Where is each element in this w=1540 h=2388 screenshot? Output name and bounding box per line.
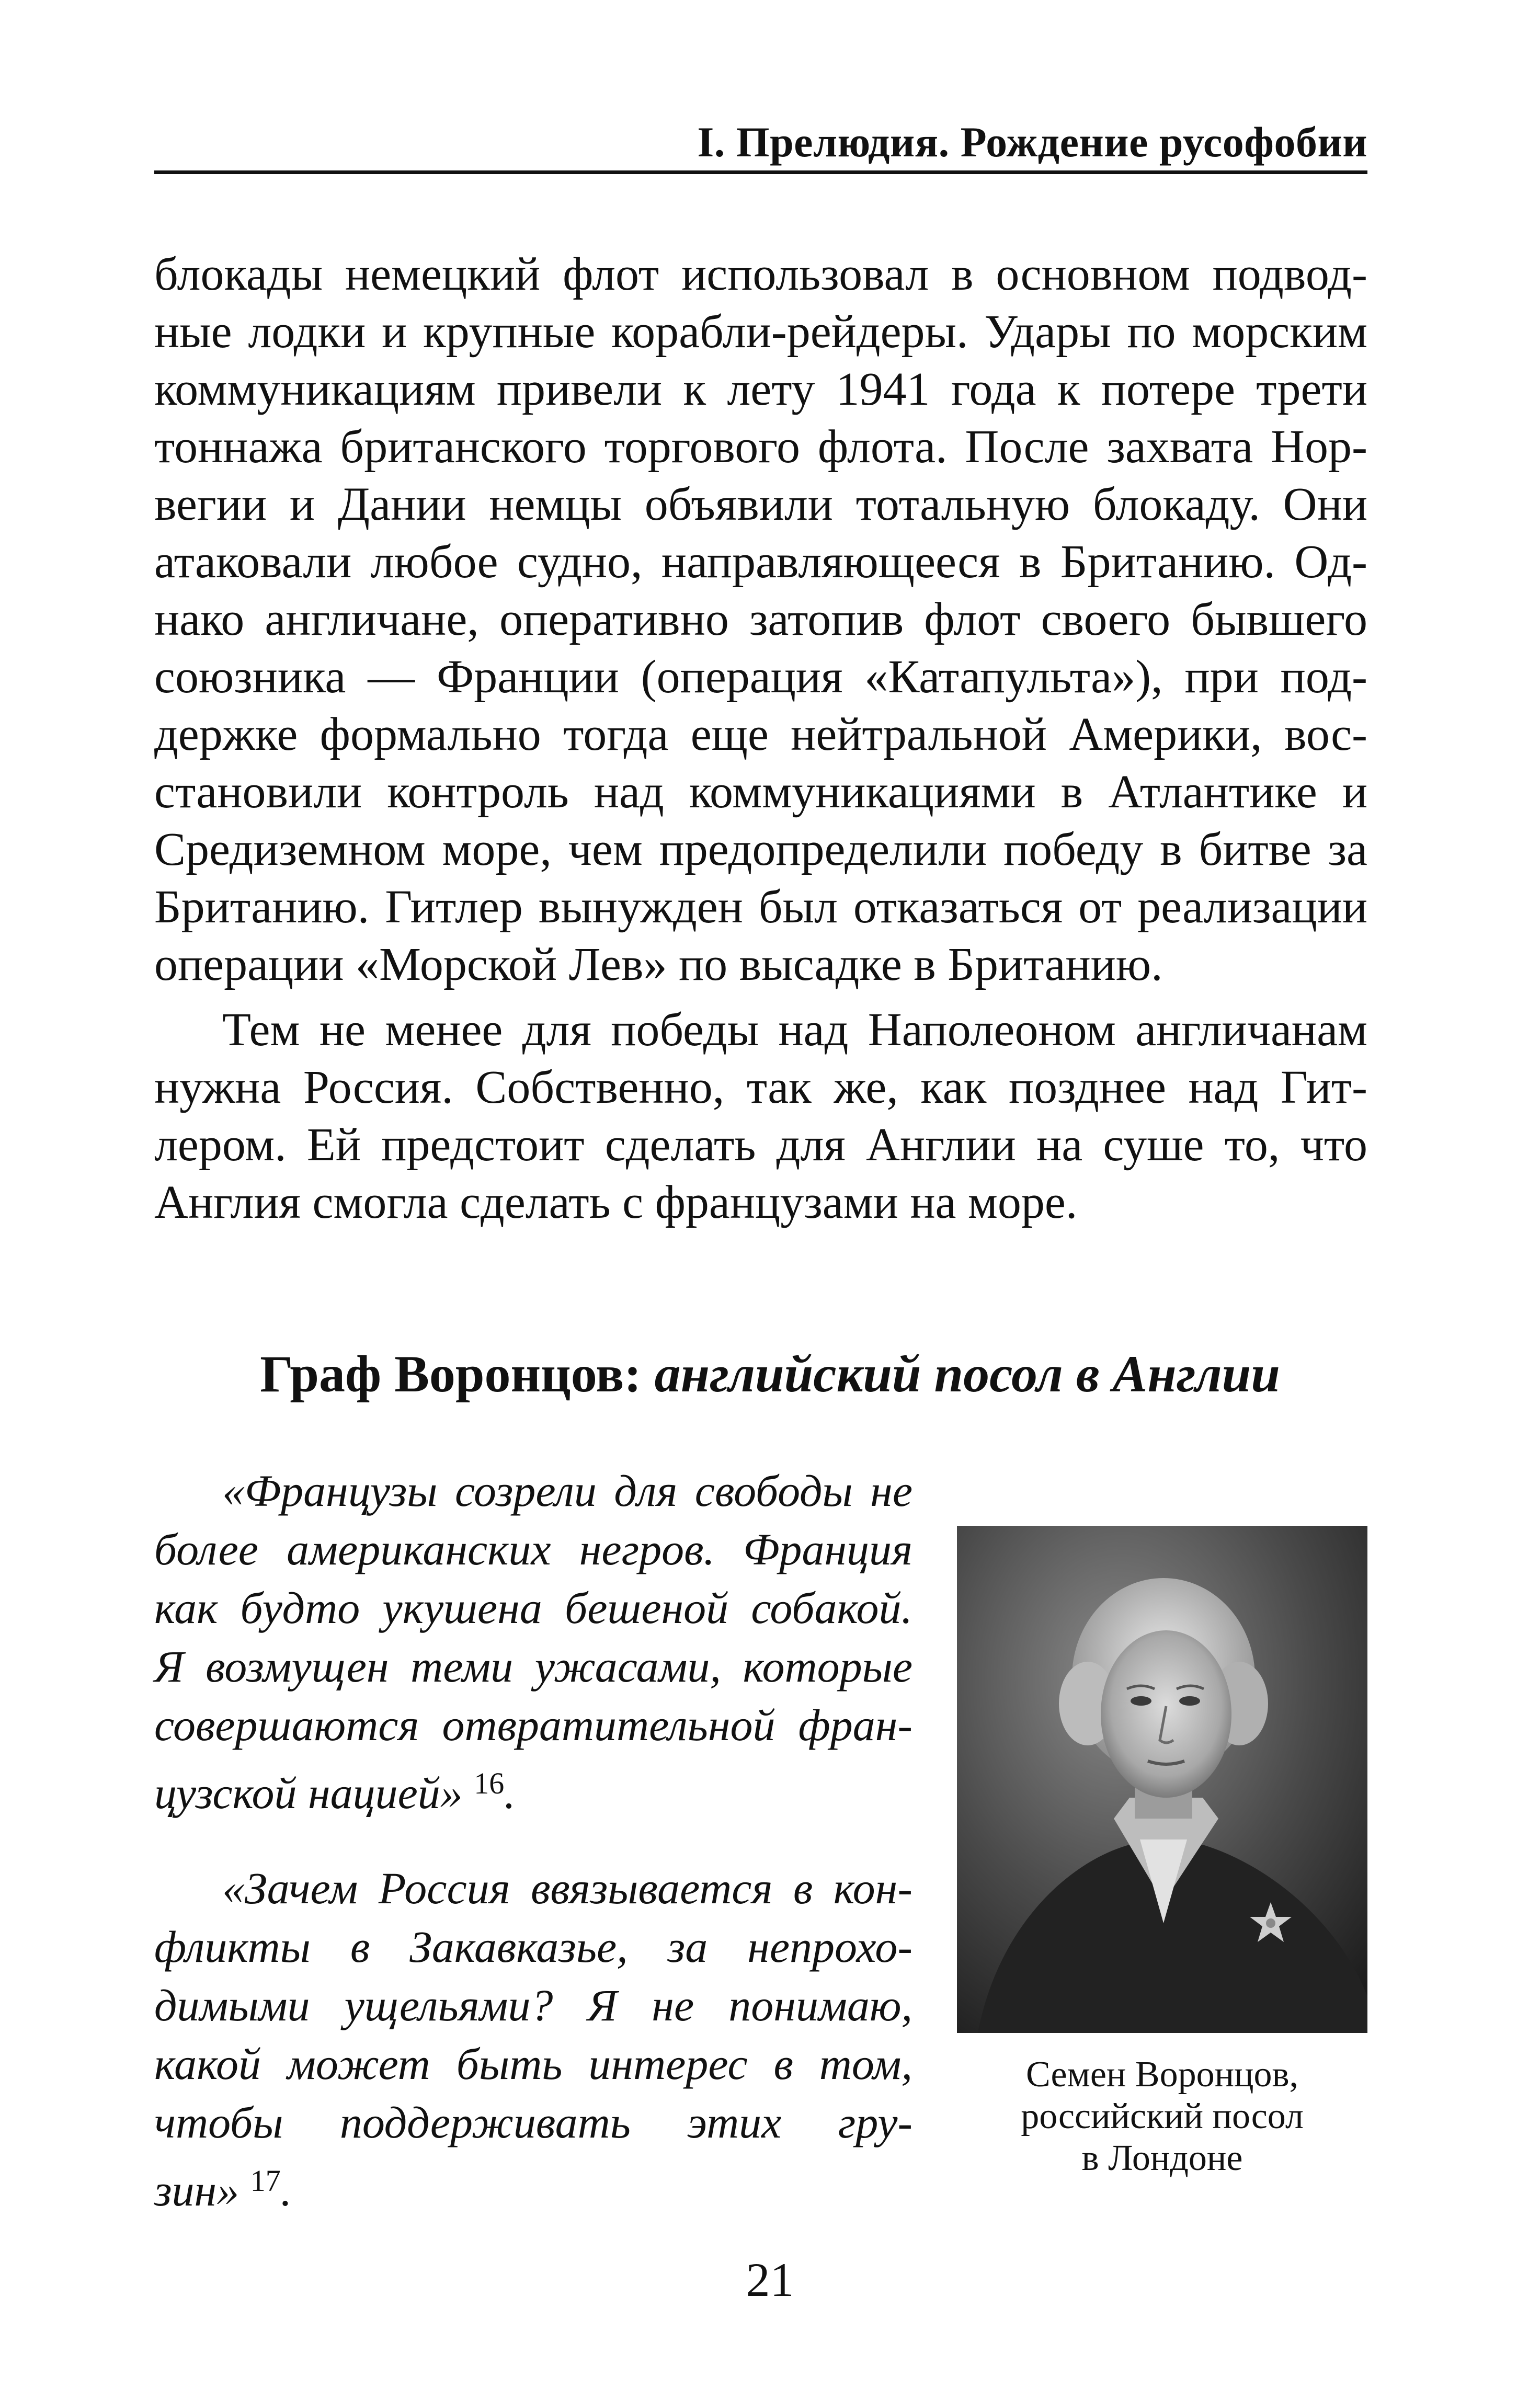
body-line: Тем не менее для победы над Наполеоном англичанам [222,1004,1367,1056]
body-line: атаковали любое судно, направляющееся в Британию. Од- [154,536,1367,588]
caption-line: российский посол [1021,2096,1304,2136]
body-line: ные лодки и крупные корабли-рейдеры. Удары по морским [154,306,1367,358]
body-line: нако англичане, оперативно затопив флот своего бывшего [154,593,1367,645]
quote-line: «Французы созрели для свободы не [222,1466,912,1516]
body-line: нужна Россия. Собственно, так же, как позднее над Гит- [154,1061,1367,1113]
body-line: союзника — Франции (операция «Катапульта»), при под- [154,651,1367,703]
caption-line: в Лондоне [1081,2138,1243,2178]
quote-line: как будто укушена бешеной собакой. [154,1583,912,1633]
section-heading [0,1344,1540,1404]
body-line: лером. Ей предстоит сделать для Англии на суше то, что [154,1119,1367,1171]
quote-line: совершаются отвратительной фран- [154,1700,912,1750]
running-header: I. Прелюдия. Рождение русофобии [697,118,1367,166]
quote-text: зин» [154,2165,239,2215]
section-heading-main: Граф Воронцов: [260,1345,655,1403]
page-number: 21 [746,2253,794,2306]
body-line: Англия смогла сделать с французами на море. [154,1176,1078,1228]
body-line: тоннажа британского торгового флота. После захвата Нор- [154,421,1367,473]
quote-text: цузской нацией» [154,1768,463,1818]
body-line: вегии и Дании немцы объявили тотальную блокаду. Они [154,478,1367,530]
caption-line: Семен Воронцов, [1025,2054,1299,2095]
quote-line: фликты в Закавказье, за непрохо- [154,1922,912,1972]
quote-line: чтобы поддерживать этих гру- [154,2097,912,2147]
quote-line-last [154,1754,912,1818]
body-line: блокады немецкий флот использовал в основном подвод- [154,248,1367,300]
quote-line: димыми ущельями? Я не понимаю, [154,1980,912,2030]
quote-line-last [154,2152,912,2215]
quote-line: «Зачем Россия ввязывается в кон- [222,1863,912,1913]
quote-line: Я возмущен теми ужасами, которые [154,1641,912,1692]
body-line: Средиземном море, чем предопределили победу в битве за [154,824,1367,875]
portrait-image [957,1526,1367,2033]
footnote-ref: 17 [250,2164,281,2198]
quote-line: более американских негров. Франция [154,1524,912,1574]
quote-line: какой может быть интерес в том, [154,2039,912,2089]
body-line: становили контроль над коммуникациями в Атлантике и [154,766,1367,818]
body-line: операции «Морской Лев» по высадке в Британию. [154,939,1163,990]
section-heading-subtitle: английский посол в Англии [654,1345,1280,1403]
quote-end-punct: . [504,1768,516,1818]
header-rule [154,170,1367,174]
body-line: Британию. Гитлер вынужден был отказаться от реализации [154,881,1367,933]
quote-end-punct: . [280,2165,292,2215]
body-line: коммуникациям привели к лету 1941 года к потере трети [154,363,1367,415]
body-line: держке формально тогда еще нейтральной Америки, вос- [154,709,1367,760]
footnote-ref: 16 [474,1766,505,1800]
